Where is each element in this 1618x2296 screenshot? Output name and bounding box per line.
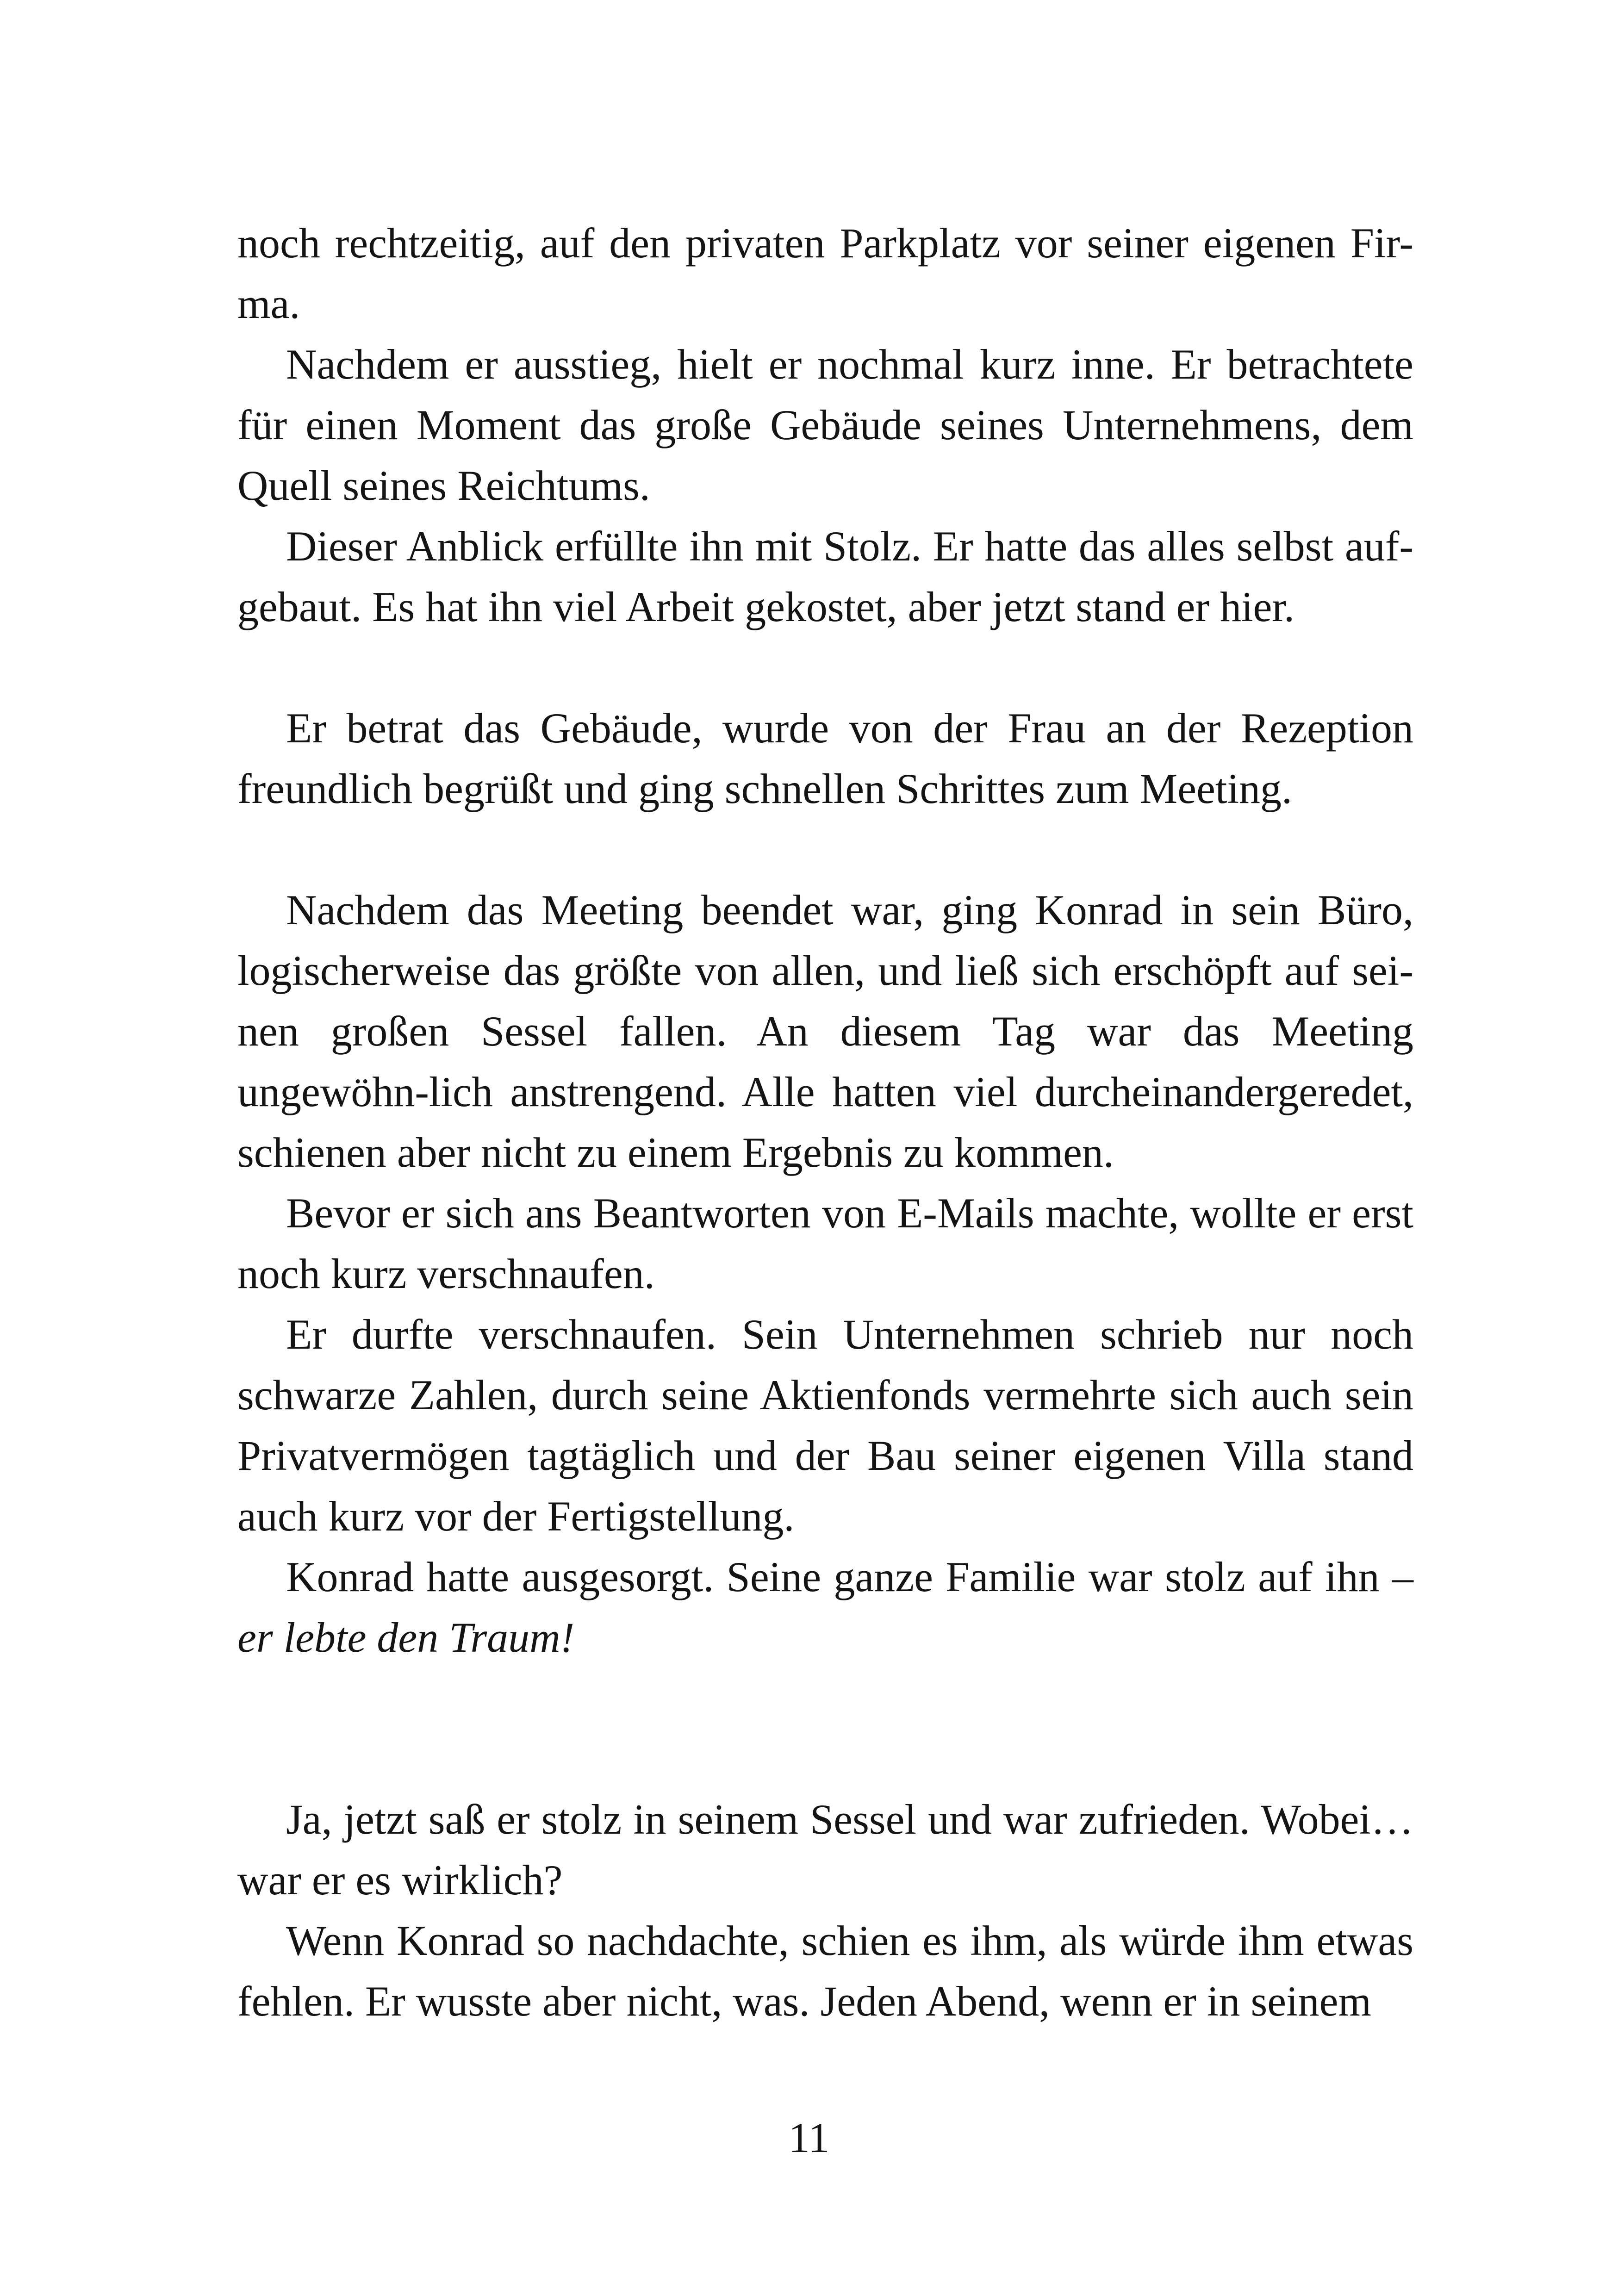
paragraph-3: Dieser Anblick erfüllte ihn mit Stolz. Er hatte das alles selbst auf-gebaut. Es hat ihn viel Arbeit gekostet, aber jetzt stand er hier. bbox=[237, 523, 1413, 630]
paragraph-8 bbox=[237, 1547, 1413, 1668]
book-page bbox=[237, 213, 1413, 2032]
paragraph-7: Er durfte verschnaufen. Sein Unternehmen schrieb nur noch schwarze Zahlen, durch seine Aktienfonds vermehrte sich auch sein Privatvermögen tagtäglich und der Bau seiner eigenen Villa stand auch kurz vor der Fertigstellung. bbox=[237, 1311, 1413, 1540]
paragraph-9: Ja, jetzt saß er stolz in seinem Sessel und war zufrieden. Wobei… war er es wirklich? bbox=[237, 1796, 1413, 1904]
paragraph-4: Er betrat das Gebäude, wurde von der Frau an der Rezeption freundlich begrüßt und ging schnellen Schrittes zum Meeting. bbox=[237, 704, 1413, 812]
page-number: 11 bbox=[788, 2114, 830, 2161]
paragraph-10: Wenn Konrad so nachdachte, schien es ihm, als würde ihm etwas fehlen. Er wusste aber nicht, was. Jeden Abend, wenn er in seinem bbox=[237, 1917, 1413, 2025]
italic-emphasis: er lebte den Traum! bbox=[237, 1614, 575, 1661]
body-text bbox=[237, 213, 1413, 2032]
paragraph-1: noch rechtzeitig, auf den privaten Parkplatz vor seiner eigenen Fir-ma. bbox=[237, 219, 1413, 327]
paragraph-5: Nachdem das Meeting beendet war, ging Konrad in sein Büro, logischerweise das größte von allen, und ließ sich erschöpft auf sei-nen großen Sessel fallen. An diesem Tag war das Meeting ungewöhn-lich anstrengend. Alle hatten viel durcheinandergeredet, schienen aber nicht zu einem Ergebnis zu kommen. bbox=[237, 886, 1413, 1176]
paragraph-8-text: Konrad hatte ausgesorgt. Seine ganze Familie war stolz auf ihn – bbox=[286, 1553, 1413, 1600]
paragraph-6: Bevor er sich ans Beantworten von E-Mails machte, wollte er erst noch kurz verschnaufen. bbox=[237, 1189, 1413, 1297]
paragraph-2: Nachdem er ausstieg, hielt er nochmal kurz inne. Er betrachtete für einen Moment das große Gebäude seines Unternehmens, dem Quell seines Reichtums. bbox=[237, 341, 1413, 509]
